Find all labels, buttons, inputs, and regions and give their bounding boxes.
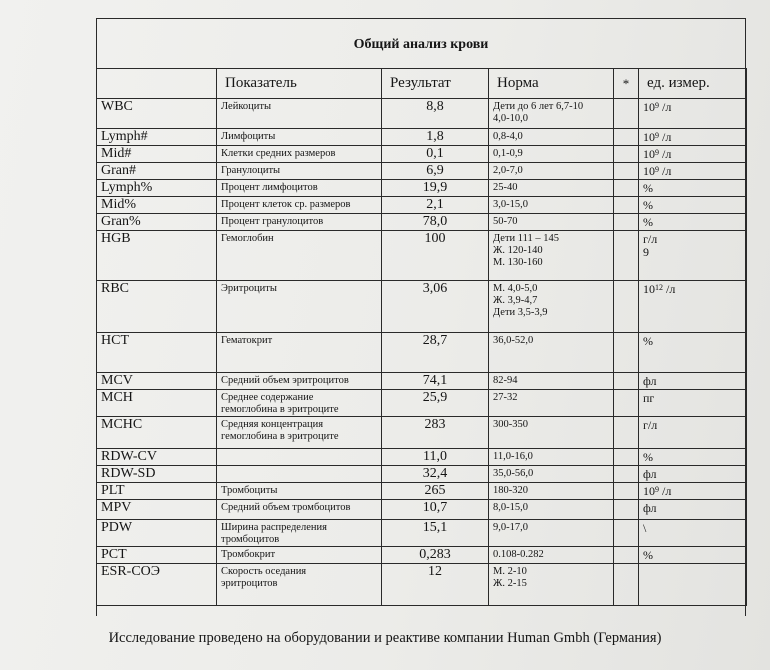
indicator-name [217, 520, 382, 547]
flag-cell [614, 373, 639, 390]
unit-label [643, 101, 742, 114]
unit-tail: /л [659, 100, 672, 114]
unit-base: 10 [643, 100, 655, 114]
reference-range-line: 180-320 [493, 485, 528, 496]
indicator-name-line: гемоглобина в эритроците [221, 431, 339, 442]
reference-range-line: 0,8-4,0 [493, 131, 523, 142]
flag-cell [614, 466, 639, 483]
indicator-name-line: Средний объем тромбоцитов [221, 502, 351, 513]
flag-cell [614, 333, 639, 373]
result-value: 28,7 [382, 333, 489, 373]
footer-note: Исследование проведено на оборудовании и реактиве компании Human Gmbh (Германия) [108, 630, 662, 646]
unit-tail: /л [659, 484, 672, 498]
result-value: 265 [382, 483, 489, 500]
table-row [97, 390, 747, 417]
flag-cell [614, 564, 639, 606]
header-unit: ед. измер. [639, 69, 747, 99]
reference-range [489, 390, 614, 417]
indicator-code: RDW-SD [97, 466, 217, 483]
indicator-name [217, 417, 382, 449]
table-row [97, 333, 747, 373]
unit-label [643, 392, 742, 405]
reference-range [489, 129, 614, 146]
indicator-name-line: Эритроциты [221, 283, 277, 294]
reference-range-line: Дети 111 – 145 [493, 233, 560, 244]
unit-exponent: 9 [655, 131, 659, 140]
reference-range [489, 466, 614, 483]
table-row [97, 281, 747, 333]
table-row [97, 483, 747, 500]
flag-cell [614, 281, 639, 333]
unit-base: % [643, 548, 653, 562]
unit-label [643, 131, 742, 144]
indicator-name-line: Среднее содержание [221, 392, 314, 403]
indicator-name-line: Гранулоциты [221, 165, 281, 176]
table-row [97, 214, 747, 231]
unit-cell [639, 373, 747, 390]
unit-base: пг [643, 391, 655, 405]
indicator-name-line: Тромбоциты [221, 485, 278, 496]
indicator-name [217, 129, 382, 146]
result-value: 0,1 [382, 146, 489, 163]
header-result: Результат [382, 69, 489, 99]
result-value: 3,06 [382, 281, 489, 333]
unit-cell [639, 500, 747, 520]
unit-base: фл [643, 374, 657, 388]
indicator-name [217, 197, 382, 214]
header-code [97, 69, 217, 99]
unit-cell [639, 281, 747, 333]
indicator-name-line: Ширина распределения [221, 522, 327, 533]
reference-range [489, 449, 614, 466]
indicator-name-line: Процент лимфоцитов [221, 182, 318, 193]
reference-range-line: 0.108-0.282 [493, 549, 544, 560]
unit-base: 10 [643, 164, 655, 178]
indicator-code: Mid# [97, 146, 217, 163]
unit-cell [639, 231, 747, 281]
indicator-code: ESR-СОЭ [97, 564, 217, 606]
unit-label [643, 165, 742, 178]
reference-range [489, 417, 614, 449]
unit-base: % [643, 215, 653, 229]
indicator-name-line: Тромбокрит [221, 549, 276, 560]
table-row [97, 520, 747, 547]
unit-exponent: 9 [655, 485, 659, 494]
reference-range-line: Дети до 6 лет 6,7-10 [493, 101, 584, 112]
unit-base: % [643, 198, 653, 212]
indicator-name-line: Лейкоциты [221, 101, 272, 112]
unit-cell [639, 99, 747, 129]
indicator-code: PDW [97, 520, 217, 547]
unit-base: \ [643, 521, 647, 535]
indicator-name [217, 231, 382, 281]
result-value: 32,4 [382, 466, 489, 483]
unit-base: % [643, 334, 653, 348]
indicator-code: Lymph# [97, 129, 217, 146]
reference-range-line: 300-350 [493, 419, 528, 430]
reference-range-line: 9,0-17,0 [493, 522, 528, 533]
reference-range [489, 231, 614, 281]
reference-range [489, 146, 614, 163]
indicator-name-line: Процент гранулоцитов [221, 216, 324, 227]
reference-range-line: 8,0-15,0 [493, 502, 528, 513]
indicator-name-line: Средний объем эритроцитов [221, 375, 349, 386]
indicator-name-line: Гемоглобин [221, 233, 274, 244]
indicator-name-line: Лимфоциты [221, 131, 276, 142]
header-indicator: Показатель [217, 69, 382, 99]
indicator-code: PCT [97, 547, 217, 564]
reference-range-line: 4,0-10,0 [493, 113, 528, 124]
indicator-name [217, 547, 382, 564]
indicator-code: Mid% [97, 197, 217, 214]
indicator-code: MCHC [97, 417, 217, 449]
unit-base: 10 [643, 282, 655, 296]
unit-base: 10 [643, 147, 655, 161]
unit-base: 10 [643, 484, 655, 498]
reference-range [489, 163, 614, 180]
table-row [97, 129, 747, 146]
indicator-code: RDW-CV [97, 449, 217, 466]
table-row [97, 231, 747, 281]
flag-cell [614, 146, 639, 163]
unit-label [643, 216, 742, 229]
unit-base: % [643, 181, 653, 195]
reference-range-line: М. 4,0-5,0 [493, 283, 538, 294]
table-row [97, 373, 747, 390]
indicator-name-line: Процент клеток ср. размеров [221, 199, 351, 210]
header-norm: Норма [489, 69, 614, 99]
reference-range-line: 11,0-16,0 [493, 451, 533, 462]
unit-label [643, 335, 742, 348]
unit-exponent: 12 [655, 283, 663, 292]
result-value: 78,0 [382, 214, 489, 231]
reference-range [489, 373, 614, 390]
unit-cell [639, 390, 747, 417]
unit-label [643, 468, 742, 481]
unit-label [643, 419, 742, 432]
indicator-name [217, 449, 382, 466]
flag-cell [614, 163, 639, 180]
unit-label [643, 148, 742, 161]
flag-cell [614, 180, 639, 197]
table-row [97, 197, 747, 214]
unit-base: г/л [643, 418, 658, 432]
indicator-name-line: Клетки средних размеров [221, 148, 336, 159]
indicator-code: MCH [97, 390, 217, 417]
table-row [97, 417, 747, 449]
reference-range-line: 3,0-15,0 [493, 199, 528, 210]
unit-tail: /л [659, 164, 672, 178]
reference-range-line: Ж. 2-15 [493, 578, 527, 589]
unit-exponent: 9 [655, 165, 659, 174]
unit-base: фл [643, 501, 657, 515]
indicator-name-line: эритроцитов [221, 578, 278, 589]
unit-exponent: 9 [655, 101, 659, 110]
unit-cell [639, 417, 747, 449]
result-value: 11,0 [382, 449, 489, 466]
result-value: 1,8 [382, 129, 489, 146]
flag-cell [614, 214, 639, 231]
indicator-code: Lymph% [97, 180, 217, 197]
result-value: 12 [382, 564, 489, 606]
unit-cell [639, 520, 747, 547]
result-value: 25,9 [382, 390, 489, 417]
unit-base: 10 [643, 130, 655, 144]
unit-label [643, 283, 742, 296]
result-value: 10,7 [382, 500, 489, 520]
reference-range-line: Дети 3,5-3,9 [493, 307, 548, 318]
table-row [97, 547, 747, 564]
indicator-name-line: гемоглобина в эритроците [221, 404, 339, 415]
reference-range-line: 25-40 [493, 182, 518, 193]
unit-cell [639, 547, 747, 564]
reference-range [489, 281, 614, 333]
table-row [97, 180, 747, 197]
indicator-name [217, 564, 382, 606]
flag-cell [614, 129, 639, 146]
indicator-name [217, 500, 382, 520]
indicator-code: HGB [97, 231, 217, 281]
unit-tail: /л [659, 147, 672, 161]
table-row [97, 564, 747, 606]
reference-range [489, 500, 614, 520]
indicator-code: MCV [97, 373, 217, 390]
result-value: 15,1 [382, 520, 489, 547]
indicator-name [217, 281, 382, 333]
unit-label [643, 485, 742, 498]
reference-range-line: 50-70 [493, 216, 518, 227]
indicator-name [217, 146, 382, 163]
flag-cell [614, 483, 639, 500]
reference-range [489, 547, 614, 564]
reference-range [489, 180, 614, 197]
table-row [97, 466, 747, 483]
unit-label [643, 451, 742, 464]
results-table [96, 68, 747, 606]
unit-cell [639, 129, 747, 146]
indicator-name [217, 483, 382, 500]
indicator-name [217, 214, 382, 231]
unit-exponent: 9 [655, 148, 659, 157]
flag-cell [614, 520, 639, 547]
indicator-code: RBC [97, 281, 217, 333]
result-value: 2,1 [382, 197, 489, 214]
flag-cell [614, 449, 639, 466]
reference-range [489, 214, 614, 231]
unit-extra: 9 [643, 245, 649, 259]
result-value: 100 [382, 231, 489, 281]
result-value: 0,283 [382, 547, 489, 564]
reference-range-line: Ж. 120-140 [493, 245, 543, 256]
flag-cell [614, 417, 639, 449]
reference-range [489, 197, 614, 214]
indicator-code: WBC [97, 99, 217, 129]
table-row [97, 146, 747, 163]
indicator-name [217, 180, 382, 197]
flag-cell [614, 197, 639, 214]
table-row [97, 163, 747, 180]
result-value: 283 [382, 417, 489, 449]
table-row [97, 99, 747, 129]
reference-range [489, 99, 614, 129]
flag-cell [614, 231, 639, 281]
unit-cell [639, 483, 747, 500]
indicator-name [217, 99, 382, 129]
indicator-code: PLT [97, 483, 217, 500]
unit-tail: /л [663, 282, 676, 296]
unit-cell [639, 333, 747, 373]
unit-label [643, 199, 742, 212]
reference-range [489, 333, 614, 373]
page-title: Общий анализ крови [353, 37, 489, 52]
reference-range-line: 82-94 [493, 375, 518, 386]
reference-range [489, 520, 614, 547]
reference-range-line: 2,0-7,0 [493, 165, 523, 176]
reference-range-line: М. 2-10 [493, 566, 527, 577]
reference-range-line: 36,0-52,0 [493, 335, 534, 346]
result-value: 19,9 [382, 180, 489, 197]
indicator-name-line: Гематокрит [221, 335, 273, 346]
result-value: 74,1 [382, 373, 489, 390]
indicator-code: Gran# [97, 163, 217, 180]
reference-range [489, 564, 614, 606]
flag-cell [614, 500, 639, 520]
unit-cell [639, 146, 747, 163]
unit-base: % [643, 450, 653, 464]
indicator-name [217, 333, 382, 373]
flag-cell [614, 390, 639, 417]
unit-base: фл [643, 467, 657, 481]
table-row [97, 500, 747, 520]
reference-range-line: М. 130-160 [493, 257, 543, 268]
unit-label [643, 502, 742, 515]
indicator-code: MPV [97, 500, 217, 520]
indicator-name [217, 390, 382, 417]
indicator-code: HCT [97, 333, 217, 373]
unit-base: г/л [643, 232, 658, 246]
unit-cell [639, 564, 747, 606]
reference-range-line: Ж. 3,9-4,7 [493, 295, 538, 306]
unit-cell [639, 449, 747, 466]
indicator-name [217, 163, 382, 180]
table-row [97, 449, 747, 466]
unit-label [643, 233, 742, 246]
result-value: 8,8 [382, 99, 489, 129]
reference-range-line: 27-32 [493, 392, 518, 403]
table-header-row [97, 69, 747, 99]
unit-cell [639, 214, 747, 231]
flag-cell [614, 99, 639, 129]
indicator-name [217, 466, 382, 483]
reference-range-line: 0,1-0,9 [493, 148, 523, 159]
indicator-name-line: Средняя концентрация [221, 419, 324, 430]
unit-label [643, 522, 742, 535]
unit-label [643, 549, 742, 562]
unit-cell [639, 466, 747, 483]
unit-tail: /л [659, 130, 672, 144]
header-flag: * [614, 69, 639, 99]
reference-range [489, 483, 614, 500]
indicator-name-line: Скорость оседания [221, 566, 307, 577]
indicator-name-line: тромбоцитов [221, 534, 280, 545]
result-value: 6,9 [382, 163, 489, 180]
indicator-name [217, 373, 382, 390]
unit-cell [639, 180, 747, 197]
indicator-code: Gran% [97, 214, 217, 231]
reference-range-line: 35,0-56,0 [493, 468, 534, 479]
unit-cell [639, 163, 747, 180]
unit-label [643, 182, 742, 195]
unit-label [643, 375, 742, 388]
unit-cell [639, 197, 747, 214]
flag-cell [614, 547, 639, 564]
